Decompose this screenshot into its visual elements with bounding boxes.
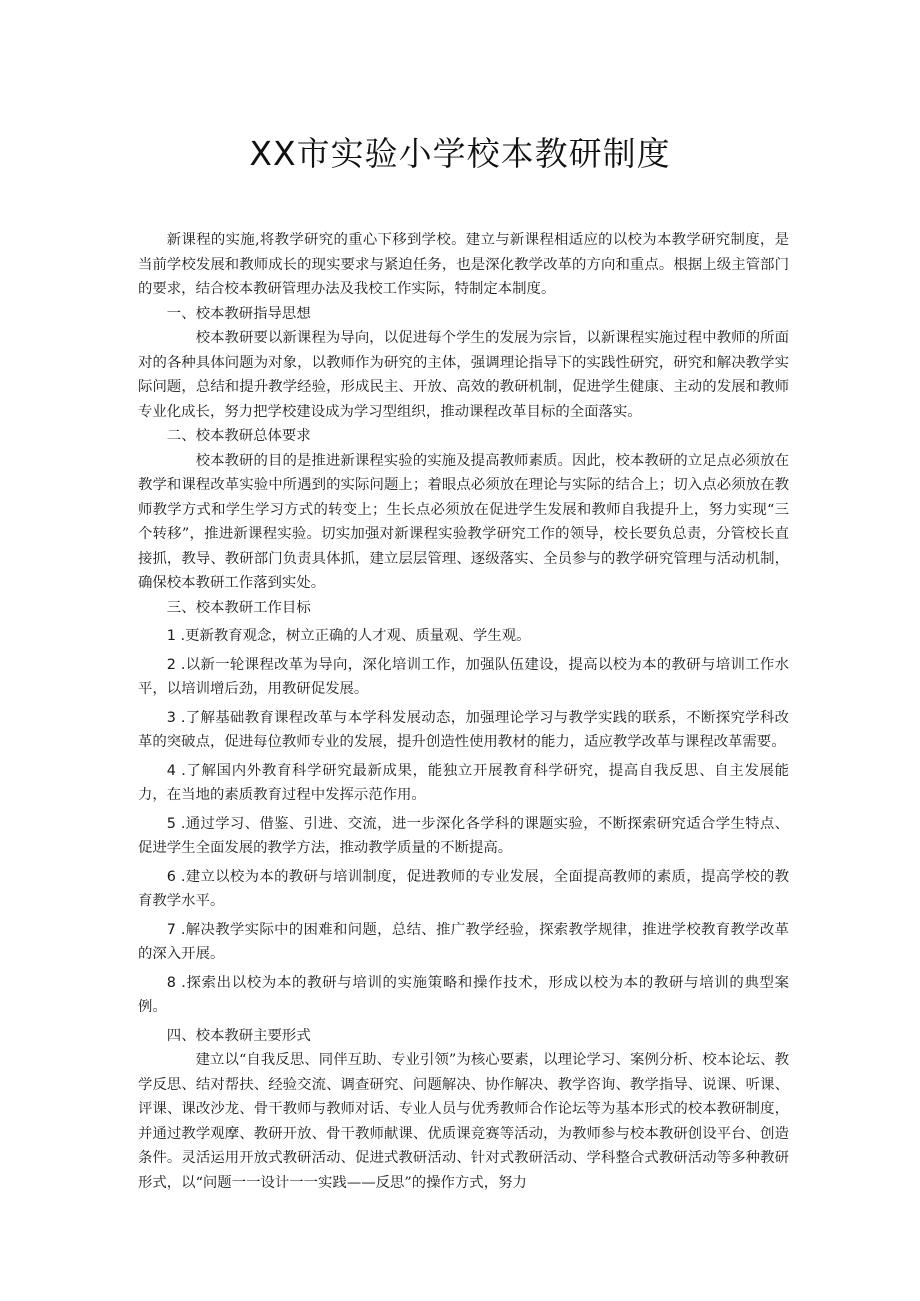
- section-paragraph: 校本教研的目的是推进新课程实验的实施及提高教师素质。因此，校本教研的立足点必须放在教学和课程改革实验中所遇到的实际问题上；着眼点必须放在理论与实际的结合上；切入点必须放在教师教学方式和学生学习方式的转变上；生长点必须放在促进学生发展和教师自我提升上，努力实现“三个转移”，推进新课程实验。切实加强对新课程实验教学研究工作的领导，校长要负总责，分管校长直接抓，教导、教研部门负责具体抓，建立层层管理、逐级落实、全员参与的教学研究管理与活动机制，确保校本教研工作落到实处。: [138, 452, 789, 591]
- document-title: XX市实验小学校本教研制度: [249, 134, 671, 173]
- list-item-number: 2: [166, 656, 176, 673]
- list-item-number: 7: [166, 921, 176, 938]
- intro-paragraph: 新课程的实施,将教学研究的重心下移到学校。建立与新课程相适应的以校为本教学研究制度，是当前学校发展和教师成长的现实要求与紧迫任务，也是深化教学改革的方向和重点。根据上级主管部门的要求，结合校本教研管理办法及我校工作实际，特制定本制度。: [138, 232, 789, 297]
- list-item-text: .更新教育观念，树立正确的人才观、质量观、学生观。: [180, 628, 531, 644]
- list-item: [138, 971, 789, 1020]
- section-heading: 四、校本教研主要形式: [166, 1027, 311, 1044]
- list-item-number: 4: [166, 762, 176, 779]
- list-item: [138, 624, 789, 649]
- list-item: [138, 812, 789, 861]
- section-heading: 二、校本教研总体要求: [166, 428, 311, 444]
- list-item-number: 3: [166, 709, 176, 726]
- section-heading: 一、校本教研指导思想: [166, 305, 311, 322]
- list-item-text: .通过学习、借鉴、引进、交流，进一步深化各学科的课题实验，不断探索研究适合学生特点、促进学生全面发展的教学方法，推动教学质量的不断提高。: [138, 815, 789, 856]
- list-item: [138, 653, 789, 702]
- list-item-text: .以新一轮课程改革为导向，深化培训工作，加强队伍建设，提高以校为本的教研与培训工作水平，以培训增后劲，用教研促发展。: [138, 656, 789, 697]
- list-item-text: .了解基础教育课程改革与本学科发展动态，加强理论学习与教学实践的联系，不断探究学科改革的突破点，促进每位教师专业的发展，提升创造性使用教材的能力，适应教学改革与课程改革需要。: [138, 709, 789, 750]
- document-body: [138, 228, 789, 1195]
- list-item: [138, 759, 789, 808]
- list-item: [138, 706, 789, 755]
- list-item-text: .解决教学实际中的困难和问题，总结、推广教学经验，探索教学规律，推进学校教育教学改革的深入开展。: [138, 921, 789, 962]
- section-paragraph: 校本教研要以新课程为导向，以促进每个学生的发展为宗旨，以新课程实施过程中教师的所面对的各种具体问题为对象，以教师作为研究的主体，强调理论指导下的实践性研究，研究和解决教学实际问题，总结和提升教学经验，形成民主、开放、高效的教研机制，促进学生健康、主动的发展和教师专业化成长，努力把学校建设成为学习型组织，推动课程改革目标的全面落实。: [138, 330, 789, 420]
- list-item-text: .了解国内外教育科学研究最新成果，能独立开展教育科学研究，提高自我反思、自主发展能力，在当地的素质教育过程中发挥示范作用。: [138, 762, 789, 803]
- list-item-text: .探索出以校为本的教研与培训的实施策略和操作技术，形成以校为本的教研与培训的典型案例。: [138, 974, 789, 1015]
- list-item: [138, 865, 789, 914]
- list-item-text: .建立以校为本的教研与培训制度，促进教师的专业发展，全面提高教师的素质，提高学校的教育教学水平。: [138, 868, 789, 909]
- list-item: [138, 918, 789, 967]
- list-item-number: 6: [166, 868, 176, 885]
- goals-list: [138, 624, 789, 1020]
- list-item-number: 1: [166, 628, 176, 644]
- section-paragraph: 建立以“自我反思、同伴互助、专业引领”为核心要素，以理论学习、案例分析、校本论坛、教学反思、结对帮扶、经验交流、调查研究、问题解决、协作解决、教学咨询、教学指导、说课、听课、评课、课改沙龙、骨干教师与教师对话、专业人员与优秀教师合作论坛等为基本形式的校本教研制度，并通过教学观摩、教研开放、骨干教师献课、优质课竞赛等活动，为教师参与校本教研创设平台、创造条件。灵活运用开放式教研活动、促进式教研活动、针对式教研活动、学科整合式教研活动等多种教研形式，以“问题一一设计一一实践——反思”的操作方式，努力: [138, 1052, 789, 1191]
- list-item-number: 8: [166, 974, 176, 991]
- section-heading: 三、校本教研工作目标: [166, 599, 311, 616]
- list-item-number: 5: [166, 815, 176, 832]
